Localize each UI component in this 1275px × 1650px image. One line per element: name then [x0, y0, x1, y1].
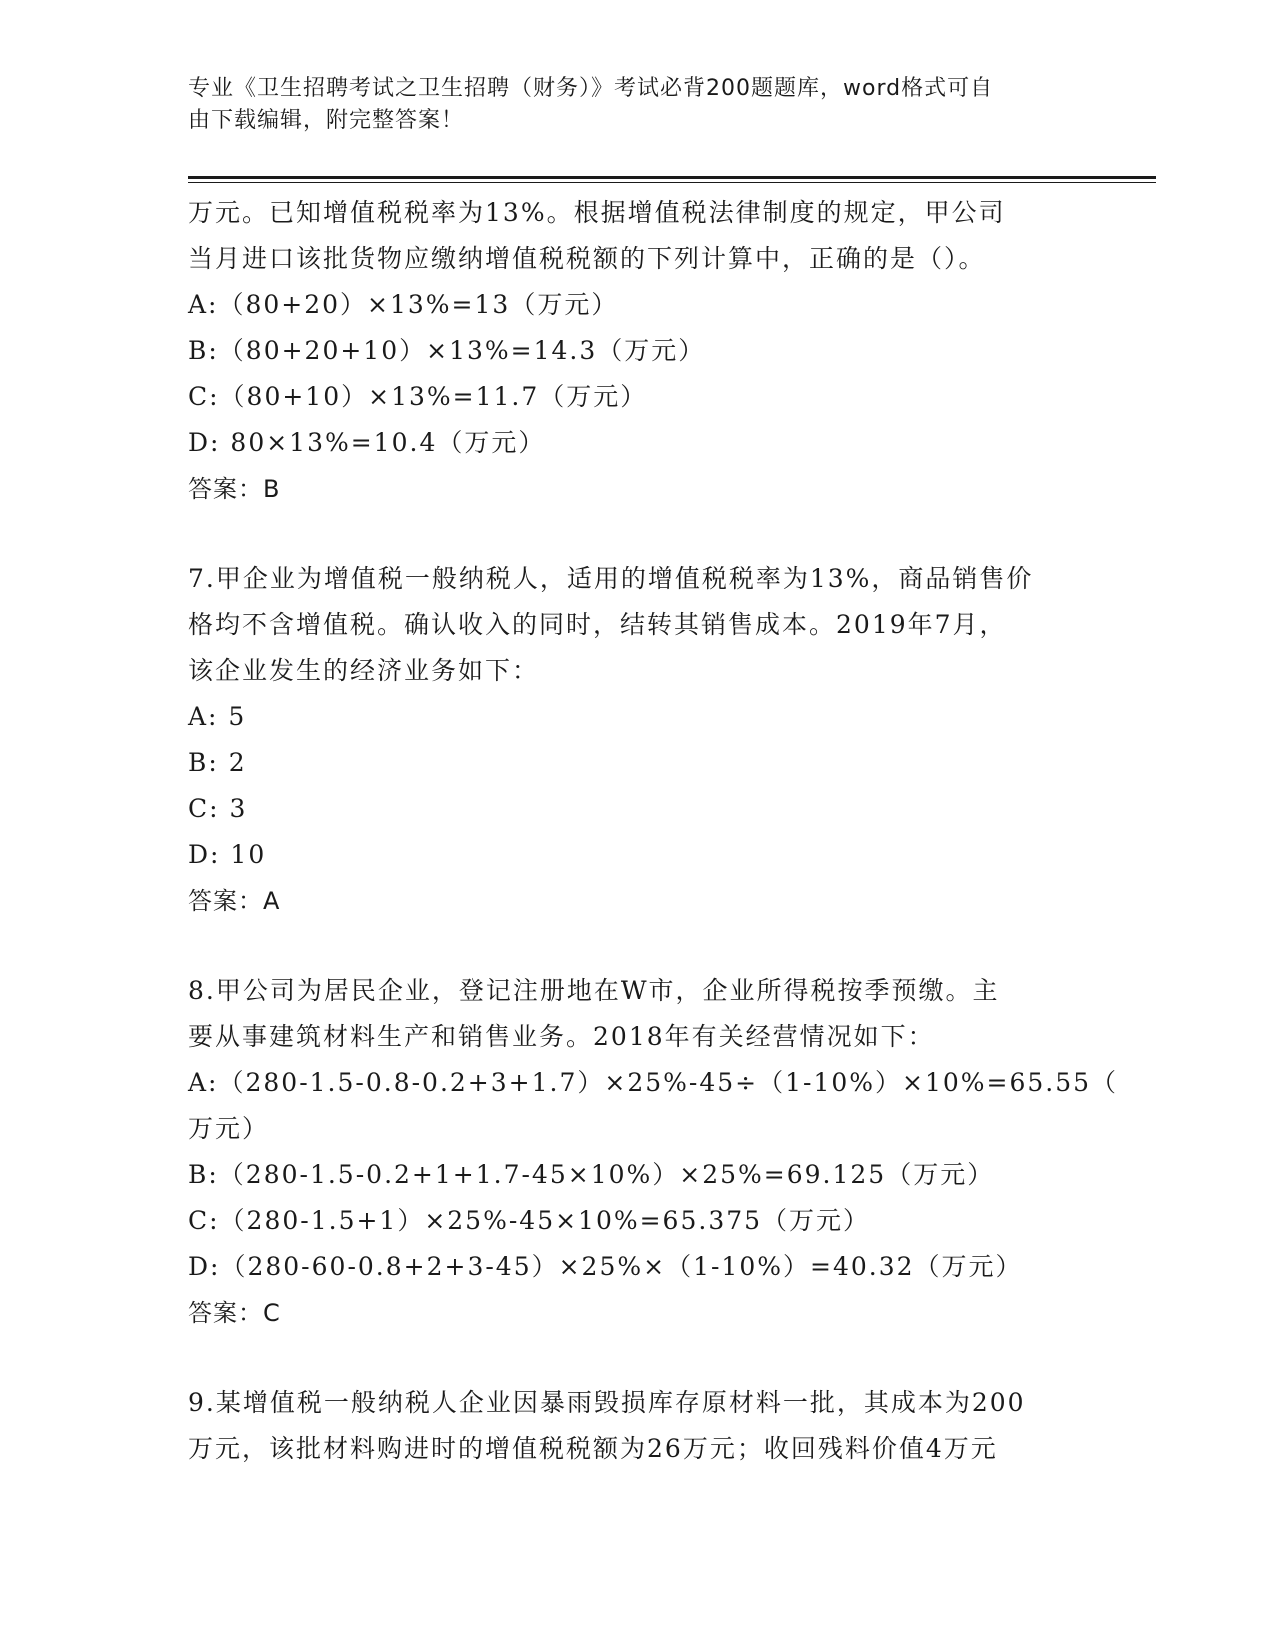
spacer — [188, 1336, 1088, 1380]
option-a: A: 5 — [188, 702, 247, 731]
answer: 答案：C — [188, 1299, 281, 1327]
option-d: D: 80×13%=10.4（万元） — [188, 428, 546, 457]
question-text: 7.甲企业为增值税一般纳税人，适用的增值税税率为13%，商品销售价 — [188, 564, 1034, 593]
spacer — [188, 924, 1088, 968]
question-text: 9.某增值税一般纳税人企业因暴雨毁损库存原材料一批，其成本为200 — [188, 1388, 1026, 1417]
question-text: 格均不含增值税。确认收入的同时，结转其销售成本。2019年7月， — [188, 610, 1007, 639]
option-c: C:（280-1.5+1）×25%-45×10%=65.375（万元） — [188, 1206, 871, 1235]
question-text: 当月进口该批货物应缴纳增值税税额的下列计算中，正确的是（）。 — [188, 244, 986, 273]
header-line-1: 专业《卫生招聘考试之卫生招聘（财务）》考试必背200题题库，word格式可自 — [188, 76, 994, 101]
question-9 — [188, 1380, 1088, 1472]
document-body — [188, 190, 1119, 1472]
option-b: B: 2 — [188, 748, 247, 777]
question-8 — [188, 968, 1119, 1336]
option-a: A:（80+20）×13%=13（万元） — [188, 290, 619, 319]
header-line-2: 由下载编辑，附完整答案！ — [188, 108, 465, 133]
question-text: 8.甲公司为居民企业，登记注册地在W市，企业所得税按季预缴。主 — [188, 976, 1000, 1005]
option-d: D:（280-60-0.8+2+3-45）×25%×（1-10%）=40.32（万元） — [188, 1252, 1023, 1281]
question-text: 要从事建筑材料生产和销售业务。2018年有关经营情况如下： — [188, 1022, 935, 1051]
spacer — [188, 512, 1088, 556]
option-b: B:（80+20+10）×13%=14.3（万元） — [188, 336, 706, 365]
header-rule-thin — [188, 182, 1156, 183]
question-text: 万元，该批材料购进时的增值税税额为26万元；收回残料价值4万元 — [188, 1434, 998, 1463]
question-6 — [188, 190, 1088, 512]
question-text: 万元。已知增值税税率为13%。根据增值税法律制度的规定，甲公司 — [188, 198, 1006, 227]
question-text: 该企业发生的经济业务如下： — [188, 656, 540, 685]
option-b: B:（280-1.5-0.2+1+1.7-45×10%）×25%=69.125（万元） — [188, 1160, 995, 1189]
option-a-continued: 万元） — [188, 1114, 270, 1143]
header-rule-thick — [188, 176, 1156, 179]
document-header — [188, 73, 1068, 137]
answer: 答案：A — [188, 887, 281, 915]
option-c: C: 3 — [188, 794, 248, 823]
question-7 — [188, 556, 1088, 924]
option-c: C:（80+10）×13%=11.7（万元） — [188, 382, 648, 411]
option-a: A:（280-1.5-0.8-0.2+3+1.7）×25%-45÷（1-10%）×10%=65.55（ — [188, 1068, 1119, 1097]
answer: 答案：B — [188, 475, 281, 503]
option-d: D: 10 — [188, 840, 267, 869]
